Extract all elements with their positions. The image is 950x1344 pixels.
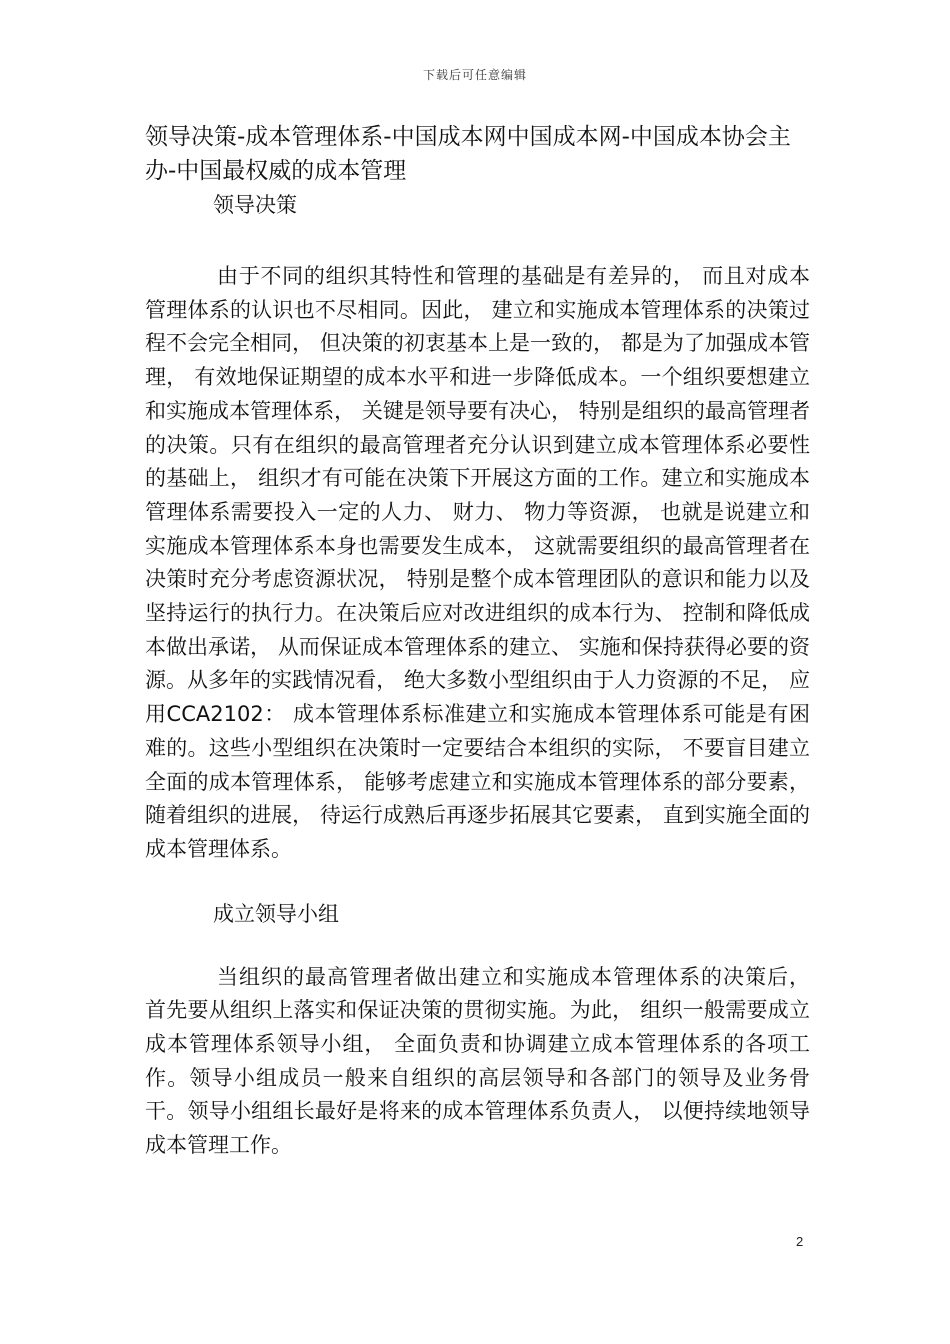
document-body: [145, 120, 810, 1163]
section-heading-leadership-decision: 领导决策: [213, 193, 297, 217]
paragraph-leadership-decision: 由于不同的组织其特性和管理的基础是有差异的， 而且对成本管理体系的认识也不尽相同。因此， 建立和实施成本管理体系的决策过程不会完全相同， 但决策的初衷基本上是一致的， 都是为了加强成本管理， 有效地保证期望的成本水平和进一步降低成本。一个组织要想建立和实施成本管理体系， 关键是领导要有决心， 特别是组织的最高管理者的决策。只有在组织的最高管理者充分认识到建立成本管理体系必要性的基础上， 组织才有可能在决策下开展这方面的工作。建立和实施成本管理体系需要投入一定的人力、 财力、 物力等资源， 也就是说建立和实施成本管理体系本身也需要发生成本， 这就需要组织的最高管理者在决策时充分考虑资源状况， 特别是整个成本管理团队的意识和能力以及坚持运行的执行力。在决策后应对改进组织的成本行为、 控制和降低成本做出承诺， 从而保证成本管理体系的建立、 实施和保持获得必要的资源。从多年的实践情况看， 绝大多数小型组织由于人力资源的不足， 应用CCA2102： 成本管理体系标准建立和实施成本管理体系可能是有困难的。这些小型组织在决策时一定要结合本组织的实际， 不要盲目建立全面的成本管理体系， 能够考虑建立和实施成本管理体系的部分要素， 随着组织的进展， 待运行成熟后再逐步拓展其它要素， 直到实施全面的成本管理体系。: [145, 264, 810, 861]
section-heading-leadership-group: 成立领导小组: [213, 901, 339, 926]
page-number: 2: [796, 1234, 804, 1249]
paragraph-leadership-group: 当组织的最高管理者做出建立和实施成本管理体系的决策后， 首先要从组织上落实和保证决策的贯彻实施。为此， 组织一般需要成立成本管理体系领导小组， 全面负责和协调建立成本管理体系的各项工作。领导小组成员一般来自组织的高层领导和各部门的领导及业务骨干。领导小组组长最好是将来的成本管理体系负责人， 以便持续地领导成本管理工作。: [145, 964, 810, 1158]
header-note: 下载后可任意编辑: [422, 68, 527, 82]
document-title: 领导决策-成本管理体系-中国成本网中国成本网-中国成本协会主办-中国最权威的成本管理: [145, 124, 791, 184]
